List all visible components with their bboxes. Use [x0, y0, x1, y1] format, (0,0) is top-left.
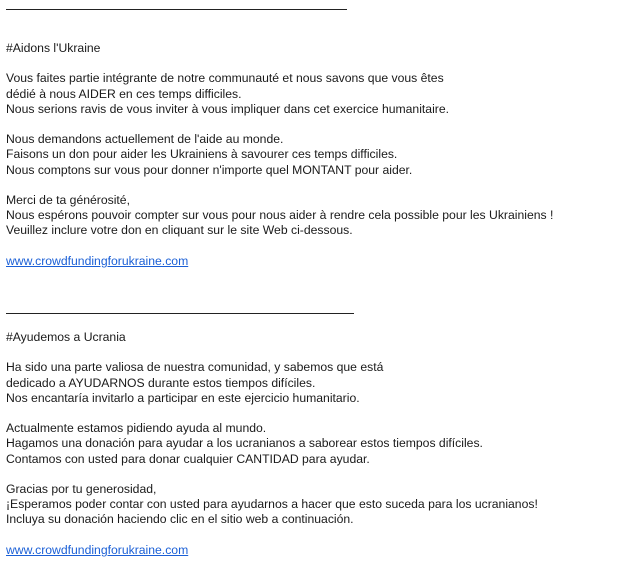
text-line: Merci de ta générosité, [6, 192, 130, 207]
separator-line-top [6, 9, 347, 10]
french-paragraph-1 [6, 71, 618, 117]
separator-line-middle [6, 313, 354, 314]
text-line: ¡Esperamos poder contar con usted para ayudarnos a hacer que esto suceda para los ucranianos! [6, 497, 538, 512]
text-line: Nos encantaría invitarlo a participar en este ejercicio humanitario. [6, 390, 360, 405]
spanish-paragraph-2 [6, 421, 618, 467]
text-line: Nous serions ravis de vous inviter à vous impliquer dans cet exercice humanitaire. [6, 101, 450, 116]
text-line: Nous comptons sur vous pour donner n'importe quel MONTANT pour aider. [6, 162, 413, 177]
spanish-title: #Ayudemos a Ucrania [6, 330, 126, 344]
text-line: Incluya su donación haciendo clic en el sitio web a continuación. [6, 512, 354, 527]
french-message [6, 41, 618, 269]
french-donation-link[interactable]: www.crowdfundingforukraine.com [6, 253, 189, 268]
french-paragraph-3 [6, 193, 618, 239]
text-line: dedicado a AYUDARNOS durante estos tiempos difíciles. [6, 375, 316, 390]
spanish-donation-link[interactable]: www.crowdfundingforukraine.com [6, 542, 189, 557]
text-line: Contamos con usted para donar cualquier CANTIDAD para ayudar. [6, 451, 370, 466]
text-line: Vous faites partie intégrante de notre communauté et nous savons que vous êtes [6, 71, 444, 86]
text-line: Veuillez inclure votre don en cliquant sur le site Web ci-dessous. [6, 223, 353, 238]
text-line: Nous espérons pouvoir compter sur vous pour nous aider à rendre cela possible pour les Ukrainiens ! [6, 208, 554, 223]
text-line: dédié à nous AIDER en ces temps difficiles. [6, 86, 242, 101]
french-paragraph-2 [6, 132, 618, 178]
spanish-message [6, 330, 618, 558]
spanish-paragraph-3 [6, 482, 618, 528]
spanish-paragraph-1 [6, 360, 618, 406]
text-line: Actualmente estamos pidiendo ayuda al mundo. [6, 421, 267, 436]
text-line: Gracias por tu generosidad, [6, 481, 157, 496]
french-title: #Aidons l'Ukraine [6, 41, 101, 55]
text-line: Hagamos una donación para ayudar a los ucranianos a saborear estos tiempos difíciles. [6, 436, 483, 451]
text-line: Ha sido una parte valiosa de nuestra comunidad, y sabemos que está [6, 360, 384, 375]
text-line: Nous demandons actuellement de l'aide au monde. [6, 132, 284, 147]
text-line: Faisons un don pour aider les Ukrainiens à savourer ces temps difficiles. [6, 147, 398, 162]
